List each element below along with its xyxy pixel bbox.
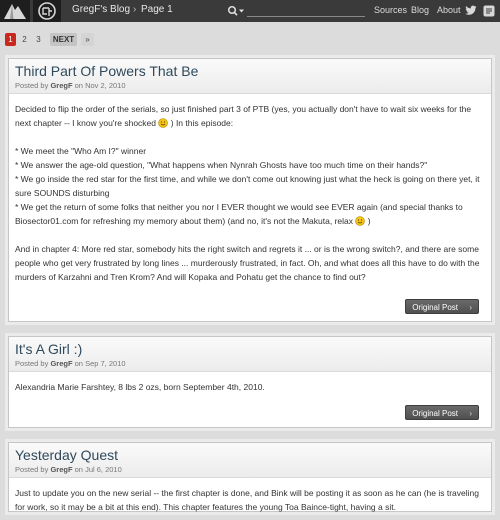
bullet-item: ) <box>367 216 371 226</box>
page-button-3[interactable]: 3 <box>36 35 41 44</box>
smiley-icon <box>355 216 365 226</box>
post-paragraph: Alexandria Marie Farshtey, 8 lbs 2 ozs, born September 4th, 2010. <box>15 382 265 392</box>
bullet-item: * We get the return of some folks that neither you nor I EVER thought we would see EVER again (and special thanks to Biosector01.com for refreshing my memory about them) (and no, it's not the Makuta, relax <box>15 202 463 226</box>
gf-monogram-icon <box>33 0 61 22</box>
mountain-logo-icon <box>0 0 30 22</box>
post-title[interactable]: Yesterday Quest <box>15 447 118 463</box>
blog-post <box>8 442 492 512</box>
meta-prefix: Posted by <box>15 465 49 474</box>
twitter-icon[interactable] <box>465 5 477 16</box>
search-input[interactable] <box>247 4 365 17</box>
message-icon[interactable] <box>483 5 495 17</box>
nav-link-blog[interactable]: Blog <box>411 5 430 15</box>
breadcrumb-site-title[interactable]: GregF's Blog <box>72 4 131 15</box>
smiley-icon <box>158 118 168 128</box>
post-paragraph: Just to update you on the new serial -- the first chapter is done, and Bink will be posting it as soon as he can (he is traveling for work, so it may be a bit at this end). This chapter features the young Toa Baince-tight, having a sit. <box>15 488 479 512</box>
nav-link-sources[interactable]: Sources <box>374 5 408 15</box>
post-footer <box>9 401 491 427</box>
post-body <box>9 94 491 290</box>
post-date: Jul 6, 2010 <box>85 465 122 474</box>
post-author[interactable]: GregF <box>50 81 73 90</box>
post-meta <box>15 81 485 90</box>
original-post-button[interactable] <box>405 405 479 420</box>
post-date: Nov 2, 2010 <box>85 81 126 90</box>
post-footer <box>9 295 491 321</box>
meta-date-prefix: on <box>74 81 83 90</box>
meta-prefix: Posted by <box>15 359 49 368</box>
nav-link-about[interactable]: About <box>437 5 461 15</box>
blog-post <box>8 336 492 428</box>
last-page-button[interactable]: » <box>81 33 94 46</box>
meta-date-prefix: on <box>74 465 83 474</box>
post-paragraph <box>15 102 485 130</box>
post-body <box>9 478 491 520</box>
post-date: Sep 7, 2010 <box>85 359 126 368</box>
gf-logo[interactable] <box>33 0 61 22</box>
post-text: Decided to flip the order of the serials, so just finished part 3 of PTB (yes, you actually don't have to wait six weeks for the next chapter -- I know you're shocked <box>15 104 472 128</box>
button-label: Original Post <box>412 409 458 418</box>
page-button-2[interactable]: 2 <box>22 35 27 44</box>
bullet-item: * We meet the "Who Am I?" winner <box>15 146 147 156</box>
blog-post <box>8 58 492 322</box>
post-title[interactable]: Third Part Of Powers That Be <box>15 63 199 79</box>
post-meta <box>15 359 485 368</box>
post-author[interactable]: GregF <box>50 359 73 368</box>
bullet-item: * We answer the age-old question, "What happens when Nynrah Ghosts have too much time on their hands?" <box>15 160 428 170</box>
bullet-item: * We go inside the red star for the first time, and while we don't come out knowing just what the heck is going on there yet, it sure SOUNDS disturbing <box>15 174 480 198</box>
post-text: ) In this episode: <box>170 118 234 128</box>
chevron-right-icon: › <box>469 303 472 312</box>
meta-prefix: Posted by <box>15 81 49 90</box>
top-navigation-bar <box>0 0 500 22</box>
post-header <box>9 59 491 94</box>
meta-date-prefix: on <box>74 359 83 368</box>
post-title[interactable]: It's A Girl :) <box>15 341 83 357</box>
original-post-button[interactable] <box>405 299 479 314</box>
search-icon[interactable] <box>227 5 245 17</box>
post-header <box>9 443 491 478</box>
page-button-1[interactable]: 1 <box>5 33 16 46</box>
post-meta <box>15 465 485 474</box>
next-page-button[interactable]: NEXT <box>50 33 77 46</box>
post-author[interactable]: GregF <box>50 465 73 474</box>
chevron-right-icon: › <box>469 409 472 418</box>
post-bullet-list <box>15 144 485 228</box>
button-label: Original Post <box>412 303 458 312</box>
breadcrumb-page: Page 1 <box>141 4 173 15</box>
post-paragraph: And in chapter 4: More red star, somebody hits the right switch and regrets it ... or is the wrong switch?, and there are some people who get very frustrated by long lines ... murderously frustrated, in fact. Oh, and what does all this have to do with the murders of Karzahni and Tren Krom? And will Kopaka and Pohatu get the chance to find out? <box>15 244 480 282</box>
site-logo[interactable] <box>0 0 30 22</box>
post-header <box>9 337 491 372</box>
post-body <box>9 372 491 400</box>
breadcrumb-separator: › <box>133 4 137 15</box>
